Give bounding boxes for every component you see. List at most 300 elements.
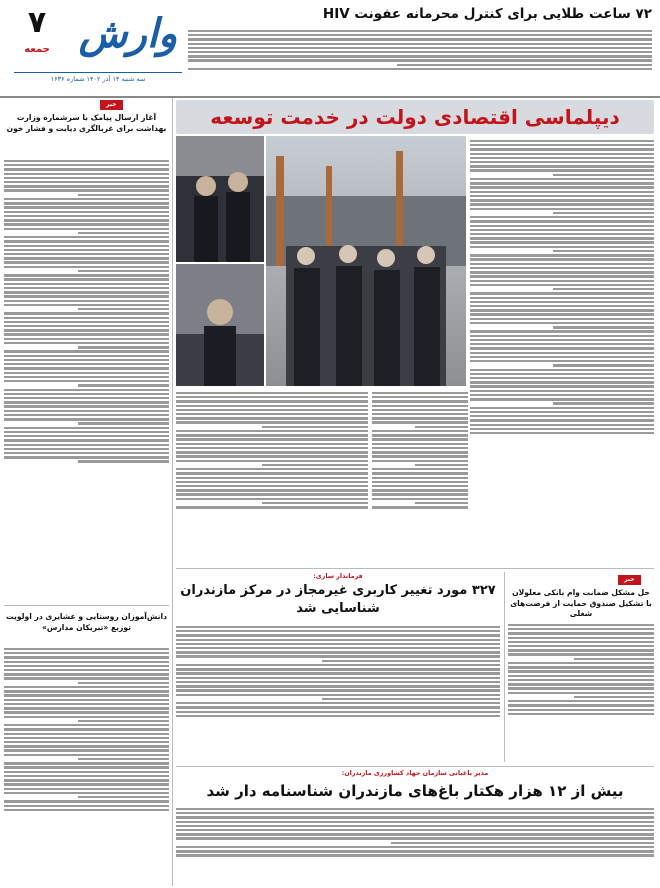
text-line: [470, 369, 654, 371]
text-line: [4, 427, 169, 429]
text-line: [4, 694, 169, 696]
text-line: [4, 733, 169, 735]
text-line: [4, 300, 169, 302]
text-line: [508, 624, 654, 626]
text-line: [4, 367, 169, 369]
text-line: [372, 405, 468, 407]
text-line: [470, 381, 654, 383]
text-line: [508, 704, 654, 706]
text-line: [470, 165, 654, 167]
text-line: [4, 274, 169, 276]
text-line: [470, 330, 654, 332]
text-line: [372, 460, 468, 462]
text-line: [176, 396, 368, 398]
text-line: [176, 689, 500, 691]
text-line: [188, 34, 652, 36]
text-line: [4, 211, 169, 213]
text-line: [372, 493, 468, 495]
text-line: [4, 711, 169, 713]
text-line: [4, 181, 169, 183]
text-line: [470, 275, 654, 277]
text-line: [4, 771, 169, 773]
text-line: [4, 223, 169, 225]
text-line: [470, 157, 654, 159]
text-line: [470, 415, 654, 417]
text-line: [372, 400, 468, 402]
text-line: [574, 696, 654, 698]
text-line: [188, 38, 652, 40]
text-line: [470, 271, 654, 273]
text-line: [470, 246, 654, 248]
text-line: [4, 278, 169, 280]
text-line: [508, 683, 654, 685]
text-line: [4, 665, 169, 667]
text-line: [372, 489, 468, 491]
text-line: [176, 808, 654, 810]
text-line: [470, 305, 654, 307]
text-line: [470, 148, 654, 150]
text-line: [508, 666, 654, 668]
text-line: [4, 800, 169, 802]
text-line: [4, 198, 169, 200]
text-line: [508, 637, 654, 639]
text-line: [176, 626, 500, 628]
text-line: [176, 664, 500, 666]
text-line: [372, 498, 468, 500]
text-line: [176, 677, 500, 679]
text-line: [372, 468, 468, 470]
text-line: [415, 464, 468, 466]
text-line: [470, 398, 654, 400]
text-line: [176, 400, 368, 402]
text-line: [574, 658, 654, 660]
text-line: [176, 472, 368, 474]
text-line: [4, 359, 169, 361]
text-line: [372, 421, 468, 423]
text-line: [470, 267, 654, 269]
text-line: [176, 634, 500, 636]
text-line: [372, 472, 468, 474]
text-line: [508, 645, 654, 647]
text-line: [470, 343, 654, 345]
text-line: [470, 284, 654, 286]
text-line: [176, 668, 500, 670]
bottom-story-kicker: مدیر باغبانی سازمان جهاد کشاورزی مازندران:: [341, 769, 489, 777]
text-line: [188, 68, 652, 70]
text-line: [470, 140, 654, 142]
text-line: [4, 261, 169, 263]
issue-day: جمعه: [24, 44, 50, 55]
text-line: [4, 287, 169, 289]
text-line: [470, 280, 654, 282]
text-line: [553, 288, 654, 290]
top-story: [186, 0, 660, 96]
text-line: [508, 641, 654, 643]
text-line: [470, 301, 654, 303]
text-line: [470, 411, 654, 413]
text-line: [176, 451, 368, 453]
text-line: [470, 385, 654, 387]
text-line: [4, 410, 169, 412]
text-line: [78, 796, 169, 798]
masthead-logo: وارش: [78, 10, 178, 57]
bottom-story-headline: بیش از ۱۲ هزار هکتار باغ‌های مازندران شناسنامه دار شد: [206, 782, 624, 800]
text-line: [176, 816, 654, 818]
text-line: [4, 228, 169, 230]
text-line: [4, 452, 169, 454]
text-line: [78, 346, 169, 348]
text-line: [553, 326, 654, 328]
text-line: [176, 630, 500, 632]
text-line: [4, 401, 169, 403]
text-line: [372, 430, 468, 432]
text-line: [176, 829, 654, 831]
text-line: [508, 692, 654, 694]
text-line: [415, 502, 468, 504]
text-line: [372, 481, 468, 483]
text-line: [4, 189, 169, 191]
right-news-badge: خبر: [618, 575, 641, 585]
text-line: [508, 687, 654, 689]
text-line: [4, 707, 169, 709]
text-line: [470, 195, 654, 197]
text-line: [176, 430, 368, 432]
text-line: [176, 711, 500, 713]
text-line: [470, 390, 654, 392]
text-line: [4, 669, 169, 671]
text-line: [470, 428, 654, 430]
text-line: [4, 448, 169, 450]
text-line: [4, 397, 169, 399]
text-line: [4, 236, 169, 238]
text-line: [553, 250, 654, 252]
text-line: [470, 237, 654, 239]
text-line: [508, 628, 654, 630]
text-line: [78, 720, 169, 722]
text-line: [470, 225, 654, 227]
text-line: [4, 656, 169, 658]
main-story-headline: دیپلماسی اقتصادی دولت در خدمت توسعه: [176, 100, 654, 134]
text-line: [470, 169, 654, 171]
text-line: [4, 372, 169, 374]
text-line: [397, 64, 652, 66]
text-line: [4, 686, 169, 688]
text-line: [4, 202, 169, 204]
text-line: [4, 431, 169, 433]
text-line: [470, 394, 654, 396]
text-line: [176, 468, 368, 470]
text-line: [372, 451, 468, 453]
text-line: [176, 438, 368, 440]
text-line: [470, 322, 654, 324]
text-line: [4, 749, 169, 751]
text-line: [78, 308, 169, 310]
text-line: [470, 419, 654, 421]
text-line: [176, 447, 368, 449]
text-line: [4, 291, 169, 293]
text-line: [4, 779, 169, 781]
text-line: [4, 317, 169, 319]
text-line: [470, 153, 654, 155]
text-line: [508, 709, 654, 711]
text-line: [4, 312, 169, 314]
text-line: [470, 178, 654, 180]
text-line: [391, 842, 654, 844]
text-line: [4, 809, 169, 811]
text-line: [4, 350, 169, 352]
text-line: [4, 405, 169, 407]
text-line: [176, 417, 368, 419]
text-line: [4, 215, 169, 217]
text-line: [176, 651, 500, 653]
text-line: [470, 335, 654, 337]
text-line: [4, 724, 169, 726]
text-line: [553, 402, 654, 404]
text-line: [4, 240, 169, 242]
text-line: [176, 715, 500, 717]
issue-date: سه شنبه ۱۴ آذر ۱۴۰۲ شماره ۱۶۳۶: [14, 72, 182, 85]
main-story-col-right: [470, 138, 654, 568]
text-line: [176, 460, 368, 462]
text-line: [78, 460, 169, 462]
text-line: [4, 699, 169, 701]
text-line: [4, 321, 169, 323]
text-line: [176, 392, 368, 394]
text-line: [176, 833, 654, 835]
text-line: [262, 464, 368, 466]
text-line: [188, 30, 652, 32]
text-line: [176, 485, 368, 487]
text-line: [470, 360, 654, 362]
text-line: [78, 232, 169, 234]
text-line: [470, 432, 654, 434]
text-line: [78, 270, 169, 272]
text-line: [176, 825, 654, 827]
text-line: [470, 220, 654, 222]
text-line: [4, 703, 169, 705]
side-photo-2: [176, 264, 264, 386]
text-line: [4, 648, 169, 650]
text-line: [415, 426, 468, 428]
text-line: [4, 329, 169, 331]
text-line: [470, 377, 654, 379]
text-line: [470, 352, 654, 354]
text-line: [4, 444, 169, 446]
text-line: [4, 745, 169, 747]
text-line: [176, 850, 654, 852]
text-line: [176, 506, 368, 508]
text-line: [322, 698, 500, 700]
text-line: [4, 754, 169, 756]
text-line: [4, 168, 169, 170]
text-line: [372, 447, 468, 449]
text-line: [4, 206, 169, 208]
text-line: [176, 681, 500, 683]
text-line: [372, 485, 468, 487]
side-photo: [176, 136, 264, 262]
center-story-kicker: فرماندار ساری:: [313, 572, 363, 580]
text-line: [508, 662, 654, 664]
text-line: [176, 405, 368, 407]
text-line: [4, 418, 169, 420]
text-line: [4, 342, 169, 344]
text-line: [176, 647, 500, 649]
text-line: [4, 788, 169, 790]
text-line: [176, 434, 368, 436]
text-line: [508, 670, 654, 672]
text-line: [470, 263, 654, 265]
text-line: [470, 258, 654, 260]
text-line: [508, 713, 654, 715]
text-line: [176, 498, 368, 500]
text-line: [188, 51, 652, 53]
left-news-badge: خبر: [100, 100, 123, 110]
text-line: [508, 700, 654, 702]
text-line: [4, 762, 169, 764]
text-line: [470, 233, 654, 235]
text-line: [470, 191, 654, 193]
text-line: [176, 477, 368, 479]
text-line: [176, 702, 500, 704]
main-story-col-mid: [372, 390, 468, 565]
text-line: [4, 673, 169, 675]
text-line: [78, 758, 169, 760]
text-line: [176, 837, 654, 839]
left-top-body: [4, 158, 169, 600]
text-line: [470, 161, 654, 163]
text-line: [4, 805, 169, 807]
text-line: [470, 424, 654, 426]
text-line: [4, 652, 169, 654]
text-line: [470, 339, 654, 341]
text-line: [176, 685, 500, 687]
text-line: [4, 414, 169, 416]
center-story-body: [176, 624, 500, 762]
text-line: [78, 422, 169, 424]
top-story-body: [188, 28, 652, 90]
text-line: [372, 455, 468, 457]
text-line: [176, 455, 368, 457]
text-line: [322, 660, 500, 662]
text-line: [4, 325, 169, 327]
text-line: [4, 160, 169, 162]
text-line: [176, 672, 500, 674]
right-mid-body: [508, 622, 654, 762]
text-line: [470, 373, 654, 375]
text-line: [262, 426, 368, 428]
text-line: [176, 481, 368, 483]
text-line: [470, 229, 654, 231]
text-line: [4, 173, 169, 175]
text-line: [470, 144, 654, 146]
text-line: [470, 182, 654, 184]
text-line: [176, 655, 500, 657]
text-line: [176, 409, 368, 411]
text-line: [4, 253, 169, 255]
text-line: [508, 679, 654, 681]
text-line: [4, 741, 169, 743]
text-line: [188, 55, 652, 57]
text-line: [4, 439, 169, 441]
text-line: [372, 434, 468, 436]
text-line: [4, 355, 169, 357]
text-line: [372, 477, 468, 479]
text-line: [176, 493, 368, 495]
text-line: [508, 632, 654, 634]
text-line: [372, 396, 468, 398]
text-line: [4, 333, 169, 335]
text-line: [470, 254, 654, 256]
text-line: [553, 212, 654, 214]
left-top-headline: آغاز ارسال پیامک با سرشماره وزارت بهداشت برای غربالگری دیابت و فشار خون: [6, 113, 167, 133]
text-line: [4, 435, 169, 437]
text-line: [188, 47, 652, 49]
text-line: [4, 728, 169, 730]
text-line: [372, 413, 468, 415]
text-line: [4, 283, 169, 285]
masthead: [0, 0, 186, 96]
center-story-headline: ۳۲۷ مورد تغییر کاربری غیرمجاز در مرکز مازندران شناسایی شد: [180, 583, 496, 616]
text-line: [4, 766, 169, 768]
text-line: [4, 716, 169, 718]
bottom-story-body: [176, 806, 654, 884]
text-line: [4, 389, 169, 391]
text-line: [4, 661, 169, 663]
text-line: [4, 677, 169, 679]
text-line: [4, 338, 169, 340]
text-line: [4, 295, 169, 297]
text-line: [470, 347, 654, 349]
text-line: [4, 266, 169, 268]
text-line: [188, 43, 652, 45]
text-line: [4, 456, 169, 458]
text-line: [4, 775, 169, 777]
text-line: [4, 690, 169, 692]
text-line: [508, 675, 654, 677]
text-line: [4, 783, 169, 785]
text-line: [470, 203, 654, 205]
text-line: [188, 59, 652, 61]
text-line: [176, 639, 500, 641]
text-line: [176, 489, 368, 491]
text-line: [176, 421, 368, 423]
text-line: [470, 199, 654, 201]
text-line: [470, 292, 654, 294]
text-line: [470, 313, 654, 315]
text-line: [470, 318, 654, 320]
text-line: [470, 309, 654, 311]
text-line: [372, 506, 468, 508]
text-line: [262, 502, 368, 504]
text-line: [372, 392, 468, 394]
page-number: ۷: [27, 5, 47, 40]
text-line: [508, 649, 654, 651]
main-photo: [266, 136, 466, 386]
top-story-headline: ۷۲ ساعت طلایی برای کنترل محرمانه عفونت HIV: [322, 6, 652, 22]
text-line: [176, 706, 500, 708]
text-line: [4, 177, 169, 179]
text-line: [470, 208, 654, 210]
text-line: [470, 216, 654, 218]
text-line: [508, 653, 654, 655]
text-line: [176, 643, 500, 645]
text-line: [4, 393, 169, 395]
text-line: [4, 363, 169, 365]
text-line: [470, 241, 654, 243]
text-line: [176, 443, 368, 445]
text-line: [470, 356, 654, 358]
text-line: [176, 812, 654, 814]
